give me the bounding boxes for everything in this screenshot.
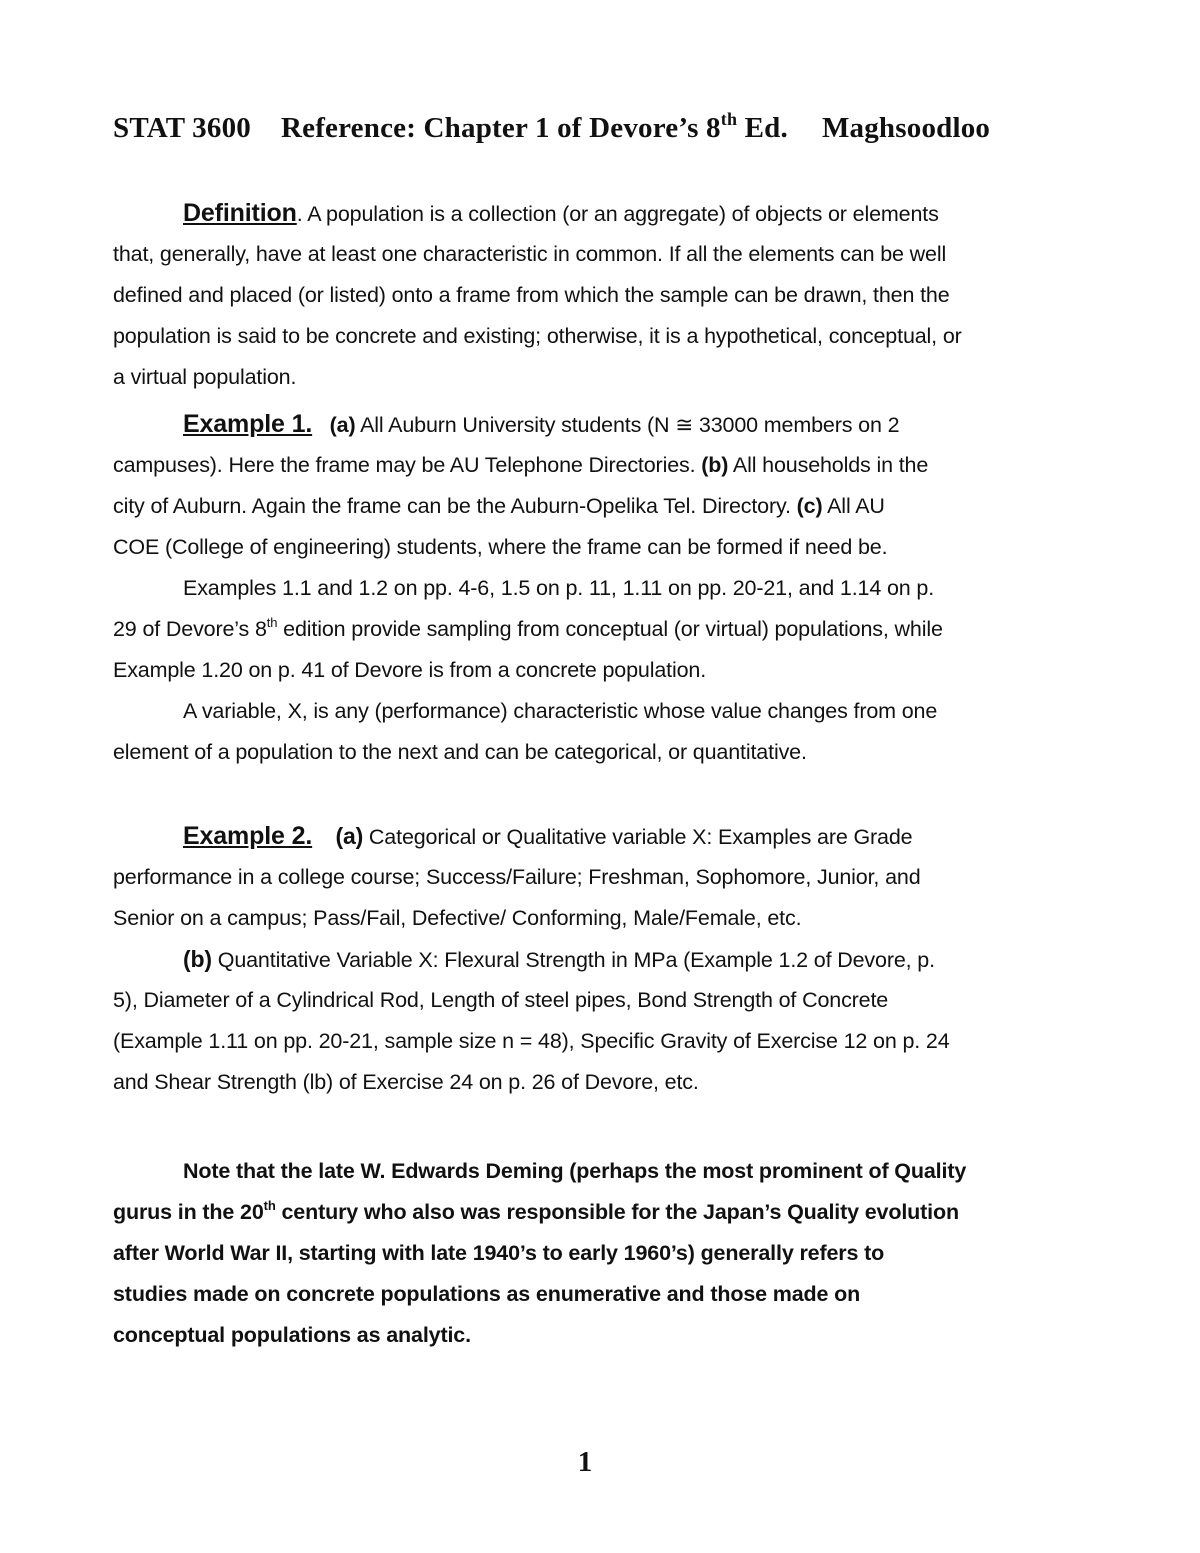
definition-text: . A population is a collection (or an aggregate) of objects or elements	[296, 202, 939, 226]
example1-heading: Example 1.	[183, 410, 313, 438]
page-number: 1	[577, 1446, 593, 1478]
example2-line: (Example 1.11 on pp. 20-21, sample size n = 48), Specific Gravity of Exercise 12 on p. 24	[113, 1029, 950, 1053]
note-line: studies made on concrete populations as enumerative and those made on	[113, 1282, 861, 1306]
example2-text: Categorical or Qualitative variable X: Examples are Grade	[363, 825, 913, 849]
example2-text: Quantitative Variable X: Flexural Strength in MPa (Example 1.2 of Devore, p.	[211, 948, 935, 972]
example1-line	[113, 609, 1073, 650]
example1-line	[113, 486, 1073, 527]
course-code: STAT 3600	[113, 112, 251, 144]
note-line	[113, 1192, 1073, 1233]
example1-part-b-label: (b)	[701, 453, 729, 477]
definition-section	[113, 193, 1073, 398]
example2-line: and Shear Strength (lb) of Exercise 24 on p. 26 of Devore, etc.	[113, 1070, 699, 1094]
example2-line: Senior on a campus; Pass/Fail, Defective/ Conforming, Male/Female, etc.	[113, 906, 802, 930]
example1-section	[113, 404, 1073, 773]
note-text: gurus in the 20	[113, 1200, 264, 1224]
definition-line: that, generally, have at least one characteristic in common. If all the elements can be well	[113, 242, 947, 266]
note-line: Note that the late W. Edwards Deming (perhaps the most prominent of Quality	[183, 1159, 967, 1183]
reference-text: Reference: Chapter 1 of Devore’s 8	[280, 112, 721, 144]
definition-heading: Definition	[183, 199, 297, 227]
example1-part-a-label: (a)	[329, 413, 356, 437]
example2-line	[113, 939, 1073, 980]
reference-edition: Ed.	[737, 112, 788, 144]
example1-text: city of Auburn. Again the frame can be the Auburn-Opelika Tel. Directory.	[113, 494, 797, 518]
example2-line: 5), Diameter of a Cylindrical Rod, Length of steel pipes, Bond Strength of Concrete	[113, 988, 889, 1012]
author-name: Maghsoodloo	[821, 112, 991, 144]
example1-line	[113, 445, 1073, 486]
variable-definition-line: element of a population to the next and can be categorical, or quantitative.	[113, 740, 807, 764]
example1-part-c-label: (c)	[796, 494, 823, 518]
example1-text: All households in the	[728, 453, 929, 477]
example2-heading: Example 2.	[183, 822, 313, 850]
note-text: century who also was responsible for the Japan’s Quality evolution	[275, 1200, 959, 1224]
example1-text: All AU	[822, 494, 885, 518]
example1-text: edition provide sampling from conceptual (or virtual) populations, while	[277, 617, 943, 641]
example1-line: Examples 1.1 and 1.2 on pp. 4-6, 1.5 on p. 11, 1.11 on pp. 20-21, and 1.14 on p.	[183, 576, 935, 600]
definition-line: a virtual population.	[113, 365, 297, 389]
example2-line: performance in a college course; Success/Failure; Freshman, Sophomore, Junior, and	[113, 865, 921, 889]
example2-part-a-label: (a)	[335, 823, 364, 849]
example1-text: 29 of Devore’s 8	[113, 617, 267, 641]
example1-line	[113, 404, 1073, 445]
superscript: th	[266, 615, 278, 630]
example2-line	[113, 816, 1073, 857]
note-line: after World War II, starting with late 1940’s to early 1960’s) generally refers to	[113, 1241, 885, 1265]
example2-part-b-label: (b)	[183, 946, 212, 972]
superscript: th	[263, 1198, 276, 1213]
example1-line: Example 1.20 on p. 41 of Devore is from a concrete population.	[113, 658, 707, 682]
reference-superscript: th	[720, 109, 738, 129]
page-title	[113, 109, 1093, 145]
example1-text: All Auburn University students (N ≅ 33000 members on 2	[355, 413, 900, 437]
example1-line: COE (College of engineering) students, where the frame can be formed if need be.	[113, 535, 888, 559]
definition-line: population is said to be concrete and existing; otherwise, it is a hypothetical, conceptual, or	[113, 324, 962, 348]
definition-line	[113, 193, 1073, 234]
deming-note-section	[113, 1151, 1073, 1356]
note-line: conceptual populations as analytic.	[113, 1323, 471, 1347]
definition-line: defined and placed (or listed) onto a frame from which the sample can be drawn, then the	[113, 283, 950, 307]
example1-text: campuses). Here the frame may be AU Telephone Directories.	[113, 453, 702, 477]
example2-section	[113, 816, 1073, 1103]
variable-definition-line: A variable, X, is any (performance) characteristic whose value changes from one	[183, 699, 938, 723]
